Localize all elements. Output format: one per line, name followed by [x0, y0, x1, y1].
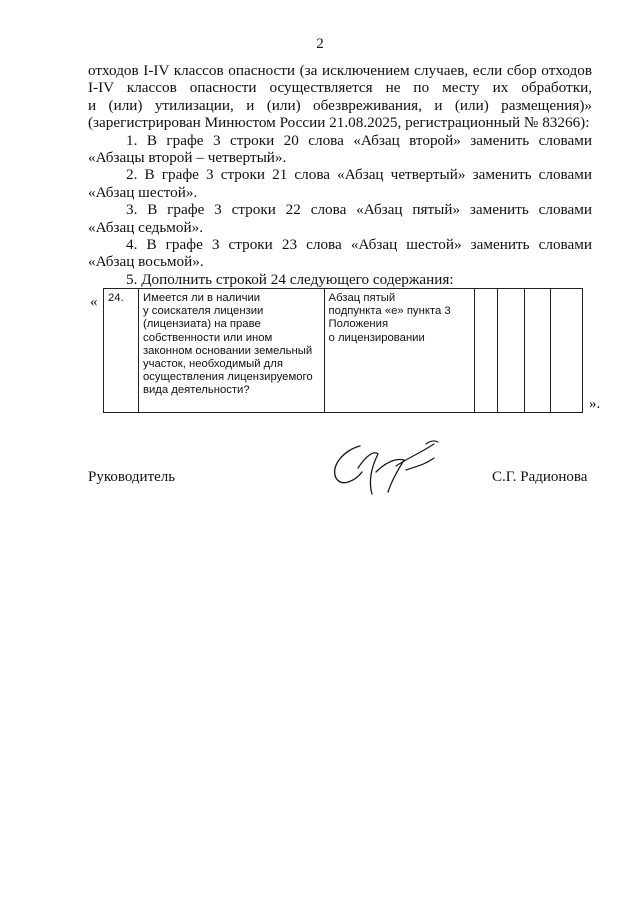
intro-line-1: отходов I-IV классов опасности (за исключением случаев, если сбор отходов [88, 62, 592, 79]
signer-name: С.Г. Радионова [492, 469, 588, 485]
question-line: Имеется ли в наличии [142, 292, 261, 304]
question-line: осуществления лицензируемого [142, 371, 313, 384]
intro-line-3: и (или) утилизации, и (или) обезвреживания, и (или) размещения)» [88, 96, 592, 114]
opening-quote: « [90, 294, 98, 310]
question-line: собственности или ином [142, 331, 273, 344]
empty-cell [551, 289, 583, 413]
question-line: у соискателя лицензии [142, 305, 264, 318]
question-line: законном основании земельный [142, 344, 313, 357]
item-1-line-1: 1. В графе 3 строки 20 слова «Абзац второй» заменить словами [126, 131, 592, 149]
question-line: вида деятельности? [142, 384, 250, 397]
item-4-line-1: 4. В графе 3 строки 23 слова «Абзац шестой» заменить словами [126, 236, 592, 254]
reference-line: о лицензировании [328, 331, 425, 344]
row-number-cell: 24. [104, 289, 139, 413]
reference-line: Абзац пятый [328, 292, 396, 304]
empty-cell [498, 289, 525, 413]
item-3-line-1: 3. В графе 3 строки 22 слова «Абзац пятый» заменить словами [126, 201, 592, 219]
question-line: участок, необходимый для [142, 358, 283, 371]
reference-line: подпункта «е» пункта 3 [328, 305, 451, 318]
question-line: (лицензиата) на праве [142, 318, 261, 331]
intro-line-4: (зарегистрирован Минюстом России 21.08.2025, регистрационный № 83266): [88, 114, 590, 132]
closing-quote: ». [589, 396, 601, 412]
document-body [88, 62, 592, 288]
handwritten-signature [322, 436, 462, 506]
item-1-line-2: «Абзацы второй – четвертый». [88, 149, 287, 167]
question-cell [138, 289, 324, 413]
empty-cell [475, 289, 498, 413]
item-3-line-2: «Абзац седьмой». [88, 218, 204, 236]
inserted-table-row [103, 288, 583, 413]
empty-cell [525, 289, 551, 413]
item-5: 5. Дополнить строкой 24 следующего содержания: [126, 270, 454, 288]
item-4-line-2: «Абзац восьмой». [88, 253, 204, 271]
page-number: 2 [316, 36, 324, 52]
item-2-line-1: 2. В графе 3 строки 21 слова «Абзац четвертый» заменить словами [126, 166, 592, 184]
reference-line: Положения [328, 318, 389, 331]
reference-cell [324, 289, 475, 413]
item-2-line-2: «Абзац шестой». [88, 183, 198, 201]
signer-position: Руководитель [88, 469, 176, 485]
intro-line-2: I-IV классов опасности осуществляется не по месту их обработки, [88, 79, 592, 97]
